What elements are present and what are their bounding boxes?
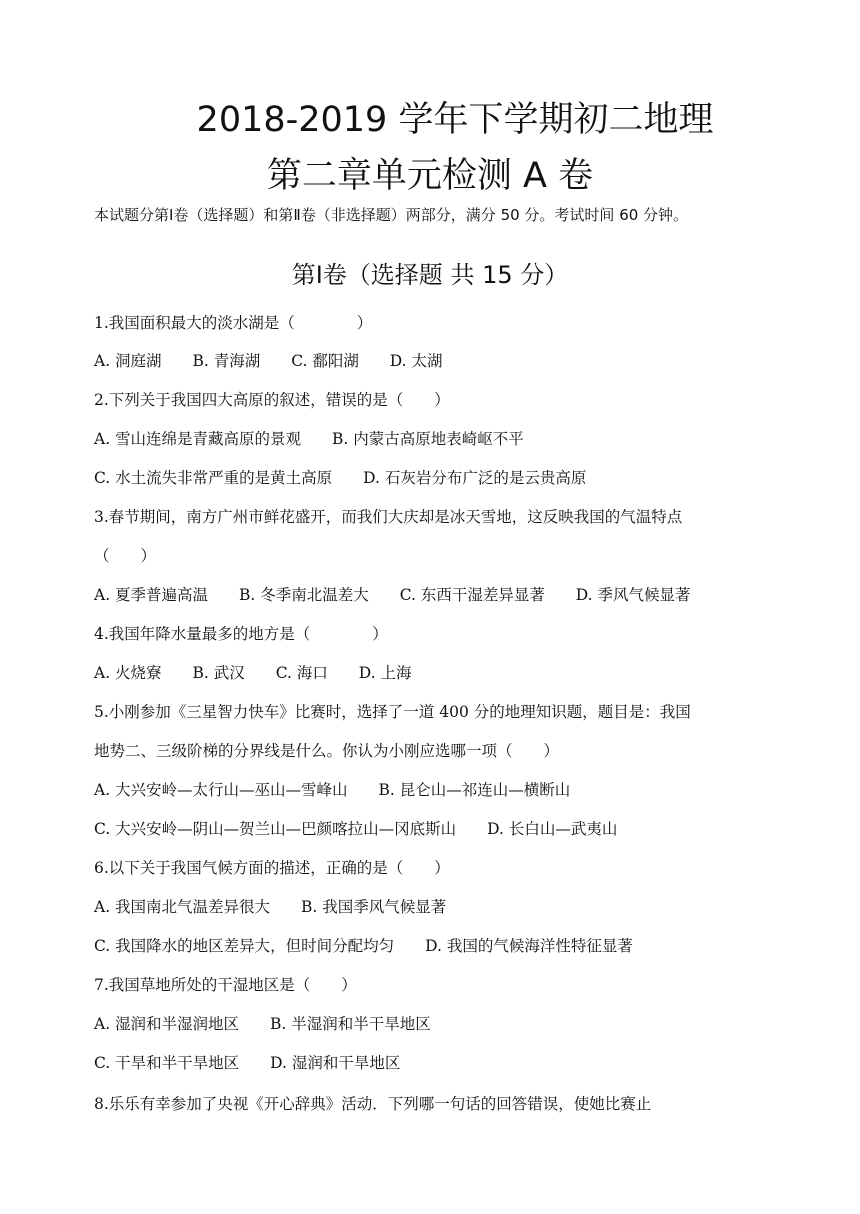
question-7-stem: 7.我国草地所处的干湿地区是（ ） <box>94 976 357 994</box>
question-1-stem: 1.我国面积最大的淡水湖是（ ） <box>94 314 373 332</box>
question-1-options <box>94 349 443 373</box>
question-2-options-row1 <box>94 427 524 451</box>
question-6-stem: 6.以下关于我国气候方面的描述，正确的是（ ） <box>94 859 450 877</box>
option-d: D. 湿润和干旱地区 <box>270 1054 401 1072</box>
exam-title-line1: 2018-2019 学年下学期初二地理 <box>196 100 714 140</box>
option-b: B. 武汉 <box>192 664 245 682</box>
question-2-options-row2 <box>94 466 586 490</box>
question-4-stem: 4.我国年降水量最多的地方是（ ） <box>94 625 388 643</box>
option-d: D. 石灰岩分布广泛的是云贵高原 <box>363 469 587 487</box>
section-heading: 第Ⅰ卷（选择题 共 15 分） <box>291 261 569 289</box>
option-a: A. 火烧寮 <box>94 664 162 682</box>
option-c: C. 干旱和半干旱地区 <box>94 1054 240 1072</box>
option-c: C. 东西干湿差异显著 <box>399 586 545 604</box>
option-a: A. 我国南北气温差异很大 <box>94 898 271 916</box>
question-3-options <box>94 583 691 607</box>
option-b: B. 冬季南北温差大 <box>239 586 369 604</box>
question-7-options-row2 <box>94 1051 400 1075</box>
question-3-stem: 3.春节期间，南方广州市鲜花盛开，而我们大庆却是冰天雪地，这反映我国的气温特点 <box>94 508 683 526</box>
option-c: C. 鄱阳湖 <box>291 352 359 370</box>
question-7-options-row1 <box>94 1012 431 1036</box>
option-c: C. 海口 <box>275 664 328 682</box>
option-d: D. 上海 <box>358 664 412 682</box>
option-d: D. 季风气候显著 <box>575 586 691 604</box>
exam-instructions: 本试题分第Ⅰ卷（选择题）和第Ⅱ卷（非选择题）两部分，满分 50 分。考试时间 60 分钟。 <box>94 206 689 224</box>
question-2-stem: 2.下列关于我国四大高原的叙述，错误的是（ ） <box>94 391 450 409</box>
option-c: C. 大兴安岭—阴山—贺兰山—巴颜喀拉山—冈底斯山 <box>94 820 457 838</box>
option-b: B. 昆仑山—祁连山—横断山 <box>378 781 571 799</box>
option-d: D. 长白山—武夷山 <box>487 820 618 838</box>
option-a: A. 夏季普遍高温 <box>94 586 209 604</box>
option-a: A. 大兴安岭—太行山—巫山—雪峰山 <box>94 781 348 799</box>
option-b: B. 半湿润和半干旱地区 <box>270 1015 431 1033</box>
option-c: C. 我国降水的地区差异大，但时间分配均匀 <box>94 937 395 955</box>
question-5-options-row1 <box>94 778 570 802</box>
option-c: C. 水土流失非常严重的是黄土高原 <box>94 469 333 487</box>
option-a: A. 洞庭湖 <box>94 352 162 370</box>
option-d: D. 我国的气候海洋性特征显著 <box>425 937 633 955</box>
option-b: B. 青海湖 <box>192 352 261 370</box>
question-5-stem-cont: 地势二、三级阶梯的分界线是什么。你认为小刚应选哪一项（ ） <box>94 742 560 760</box>
exam-title-line2: 第二章单元检测 A 卷 <box>266 156 594 196</box>
question-5-stem: 5.小刚参加《三星智力快车》比赛时，选择了一道 400 分的地理知识题，题目是：我国 <box>94 703 691 721</box>
question-6-options-row2 <box>94 934 633 958</box>
option-b: B. 我国季风气候显著 <box>301 898 447 916</box>
question-6-options-row1 <box>94 895 446 919</box>
question-8-stem: 8.乐乐有幸参加了央视《开心辞典》活动．下列哪一句话的回答错误，使她比赛止 <box>94 1095 652 1113</box>
option-b: B. 内蒙古高原地表崎岖不平 <box>332 430 524 448</box>
question-3-stem-cont: （ ） <box>94 547 157 565</box>
option-d: D. 太湖 <box>389 352 443 370</box>
option-a: A. 湿润和半湿润地区 <box>94 1015 240 1033</box>
question-4-options <box>94 661 412 685</box>
option-a: A. 雪山连绵是青藏高原的景观 <box>94 430 302 448</box>
question-5-options-row2 <box>94 817 617 841</box>
